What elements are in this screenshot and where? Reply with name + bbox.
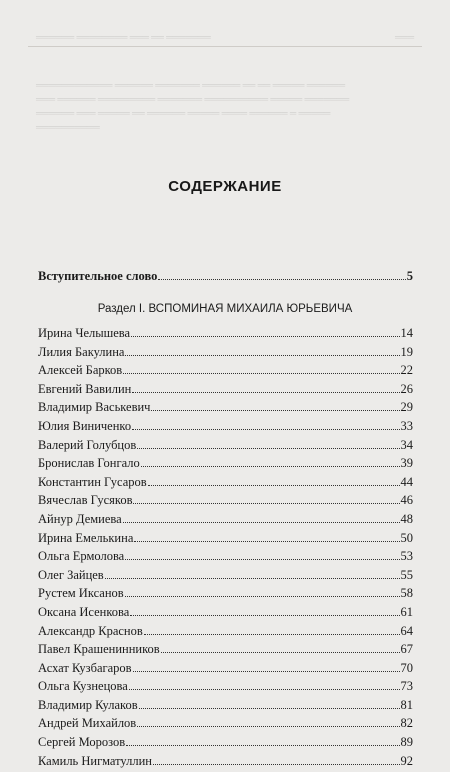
toc-entry-page: 64 bbox=[400, 623, 413, 638]
dot-leader bbox=[141, 466, 400, 467]
dot-leader bbox=[125, 559, 399, 560]
toc-entry[interactable] bbox=[38, 642, 413, 661]
toc-entry[interactable] bbox=[38, 493, 413, 512]
toc-entry-page: 46 bbox=[400, 493, 413, 508]
toc-entry[interactable] bbox=[38, 419, 413, 438]
toc-entry-page: 92 bbox=[400, 753, 413, 768]
toc-entry[interactable] bbox=[38, 512, 413, 531]
toc-entry[interactable] bbox=[38, 400, 413, 419]
dot-leader bbox=[123, 522, 400, 523]
toc-entry-name: Оксана Исенкова bbox=[38, 604, 130, 619]
section-heading: Раздел I. ВСПОМИНАЯ МИХАИЛА ЮРЬЕВИЧА bbox=[97, 303, 353, 315]
toc-list bbox=[38, 326, 413, 772]
toc-entry-page: 14 bbox=[400, 326, 413, 340]
dot-leader bbox=[148, 485, 400, 486]
show-through-rule bbox=[28, 46, 422, 47]
toc-entry[interactable] bbox=[38, 438, 413, 457]
toc-entry-name: Камиль Нигматуллин bbox=[38, 753, 152, 768]
toc-entry-name: Асхат Кузбагаров bbox=[38, 660, 132, 675]
dot-leader bbox=[133, 503, 399, 504]
toc-entry-page: 53 bbox=[400, 549, 413, 564]
toc-entry-page: 33 bbox=[400, 418, 413, 433]
toc-entry-name: Юлия Виниченко bbox=[38, 418, 132, 433]
dot-leader bbox=[125, 596, 400, 597]
toc-entry[interactable] bbox=[38, 716, 413, 735]
toc-entry-page: 55 bbox=[400, 567, 413, 582]
toc-entry-name: Сергей Морозов bbox=[38, 735, 126, 750]
toc-intro-entry[interactable] bbox=[38, 269, 413, 283]
dot-leader bbox=[129, 689, 400, 690]
toc-entry-name: Александр Краснов bbox=[38, 623, 143, 638]
toc-entry-page: 29 bbox=[400, 400, 413, 415]
dot-leader bbox=[105, 578, 400, 579]
toc-entry-name: Владимир Кулаков bbox=[38, 697, 138, 712]
show-through-text: ════════════ ══════ ═══════ ══════ ══ ══ ═════ ══════ bbox=[36, 80, 346, 90]
show-through-text: ═══ ══════ ═════════ ═══════ ══════════ ═════ ═══════ bbox=[36, 94, 350, 104]
toc-entry-name: Айнур Демиева bbox=[38, 511, 122, 526]
dot-leader bbox=[125, 355, 399, 356]
dot-leader bbox=[161, 652, 400, 653]
toc-entry-page: 19 bbox=[400, 344, 413, 359]
toc-entry-page: 89 bbox=[400, 735, 413, 750]
contents-title: СОДЕРЖАНИЕ bbox=[168, 178, 282, 195]
toc-entry-page: 73 bbox=[400, 679, 413, 694]
dot-leader bbox=[158, 279, 405, 280]
toc-entry[interactable] bbox=[38, 382, 413, 401]
toc-entry[interactable] bbox=[38, 568, 413, 587]
toc-entry-name: Ольга Кузнецова bbox=[38, 679, 128, 694]
toc-entry-page: 67 bbox=[400, 642, 413, 657]
toc-entry-page: 22 bbox=[400, 363, 413, 378]
toc-intro-page: 5 bbox=[406, 269, 413, 283]
toc-entry-name: Евгений Вавилин bbox=[38, 381, 132, 396]
toc-entry-name: Олег Зайцев bbox=[38, 567, 104, 582]
toc-entry-name: Вячеслав Гусяков bbox=[38, 493, 133, 508]
toc-entry[interactable] bbox=[38, 326, 413, 345]
toc-entry-name: Бронислав Гонгало bbox=[38, 456, 140, 471]
show-through-text: ══════════ bbox=[36, 122, 100, 132]
dot-leader bbox=[153, 764, 400, 765]
toc-entry[interactable] bbox=[38, 363, 413, 382]
toc-entry-name: Лилия Бакулина bbox=[38, 344, 125, 359]
toc-entry[interactable] bbox=[38, 624, 413, 643]
dot-leader bbox=[139, 708, 400, 709]
toc-entry-page: 58 bbox=[400, 586, 413, 601]
toc-entry[interactable] bbox=[38, 549, 413, 568]
toc-entry[interactable] bbox=[38, 679, 413, 698]
toc-entry-name: Владимир Васькевич bbox=[38, 400, 151, 415]
toc-entry-page: 50 bbox=[400, 530, 413, 545]
dot-leader bbox=[131, 336, 399, 337]
show-through-text: ══════ ═══ ═════ ══ ══════ ═════ ════ ══════ ═ ═════ bbox=[36, 108, 331, 118]
dot-leader bbox=[132, 429, 399, 430]
toc-entry[interactable] bbox=[38, 698, 413, 717]
dot-leader bbox=[130, 615, 399, 616]
toc-entry-name: Ирина Челышева bbox=[38, 326, 131, 340]
dot-leader bbox=[144, 634, 400, 635]
toc-entry-page: 44 bbox=[400, 474, 413, 489]
toc-entry-page: 82 bbox=[400, 716, 413, 731]
toc-entry[interactable] bbox=[38, 605, 413, 624]
toc-entry-page: 61 bbox=[400, 604, 413, 619]
toc-entry[interactable] bbox=[38, 754, 413, 772]
toc-entry-page: 81 bbox=[400, 697, 413, 712]
toc-entry-name: Ольга Ермолова bbox=[38, 549, 125, 564]
toc-entry[interactable] bbox=[38, 735, 413, 754]
toc-entry-name: Валерий Голубцов bbox=[38, 437, 137, 452]
toc-entry-name: Андрей Михайлов bbox=[38, 716, 137, 731]
toc-intro-label: Вступительное слово bbox=[38, 269, 158, 283]
toc-entry-page: 70 bbox=[400, 660, 413, 675]
toc-entry[interactable] bbox=[38, 586, 413, 605]
show-through-header: ══════ ════════ ═══ ══ ═══════ bbox=[36, 32, 211, 42]
dot-leader bbox=[134, 541, 399, 542]
toc-entry-name: Павел Крашенинников bbox=[38, 642, 160, 657]
dot-leader bbox=[151, 410, 399, 411]
toc-entry[interactable] bbox=[38, 661, 413, 680]
dot-leader bbox=[123, 373, 399, 374]
toc-entry-name: Ирина Емелькина bbox=[38, 530, 134, 545]
toc-entry-page: 48 bbox=[400, 511, 413, 526]
toc-entry[interactable] bbox=[38, 531, 413, 550]
toc-entry-page: 26 bbox=[400, 381, 413, 396]
toc-entry-page: 34 bbox=[400, 437, 413, 452]
dot-leader bbox=[133, 671, 400, 672]
show-through-folio: ═══ bbox=[395, 32, 415, 42]
toc-entry[interactable] bbox=[38, 345, 413, 364]
toc-entry-page: 39 bbox=[400, 456, 413, 471]
toc-entry-name: Алексей Барков bbox=[38, 363, 123, 378]
dot-leader bbox=[132, 392, 399, 393]
toc-entry[interactable] bbox=[38, 456, 413, 475]
toc-entry-name: Константин Гусаров bbox=[38, 474, 147, 489]
dot-leader bbox=[137, 448, 399, 449]
toc-entry[interactable] bbox=[38, 475, 413, 494]
dot-leader bbox=[126, 745, 399, 746]
dot-leader bbox=[137, 726, 399, 727]
toc-entry-name: Рустем Иксанов bbox=[38, 586, 124, 601]
